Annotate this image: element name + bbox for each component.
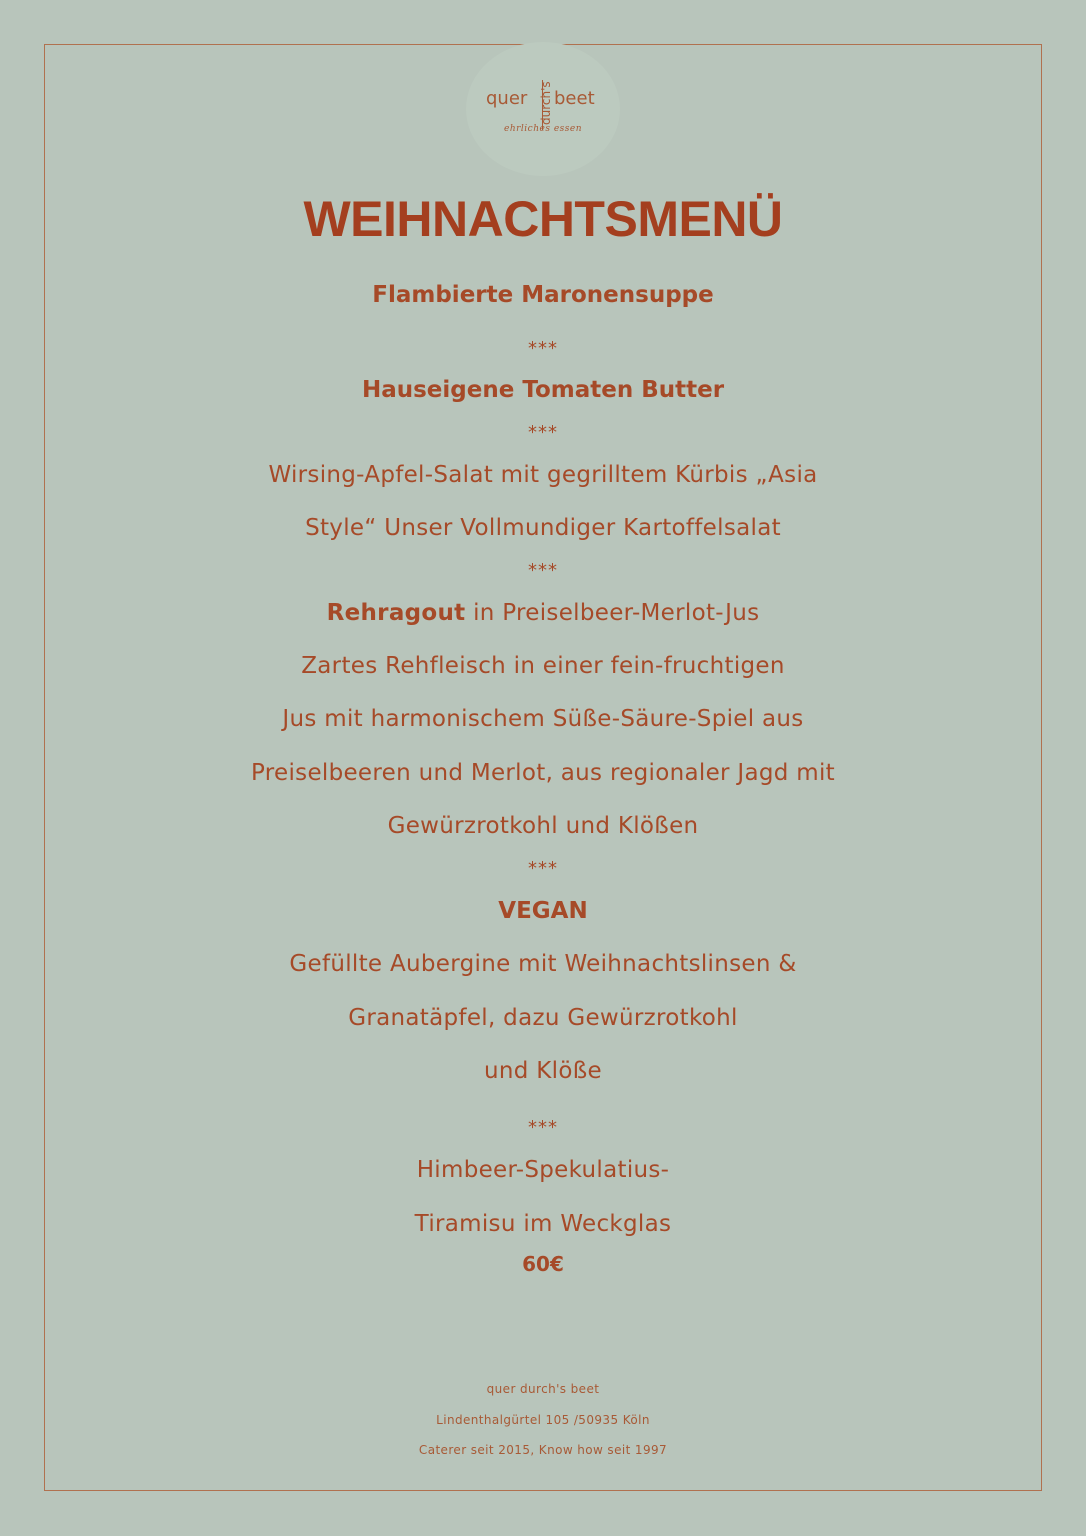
- separator: ***: [528, 560, 558, 581]
- course-butter: Hauseigene Tomaten Butter: [361, 377, 725, 403]
- logo-word-quer: quer: [486, 88, 528, 109]
- separator: ***: [528, 338, 558, 359]
- restaurant-logo: [466, 42, 620, 176]
- course-vegan-line-2: Granatäpfel, dazu Gewürzrotkohl: [348, 1005, 738, 1031]
- menu-title: WEIHNACHTSMENÜ: [303, 191, 783, 247]
- course-soup: Flambierte Maronensuppe: [372, 282, 714, 308]
- course-main-line-1: [0, 600, 1086, 626]
- course-main-line-3: Jus mit harmonischem Süße-Säure-Spiel aus: [282, 706, 804, 732]
- separator: ***: [528, 422, 558, 443]
- course-main-sauce: in Preiselbeer-Merlot-Jus: [465, 600, 760, 626]
- course-vegan-line-3: und Klöße: [484, 1058, 602, 1084]
- logo-word-beet: beet: [554, 88, 595, 109]
- course-dessert-line-2: Tiramisu im Weckglas: [414, 1211, 672, 1237]
- course-dessert-line-1: Himbeer-Spekulatius-: [416, 1157, 670, 1183]
- course-main-name: Rehragout: [326, 600, 466, 626]
- course-main-line-2: Zartes Rehfleisch in einer fein-fruchtigen: [301, 653, 785, 679]
- footer-name: quer durch's beet: [486, 1382, 600, 1396]
- course-vegan-line-1: Gefüllte Aubergine mit Weihnachtslinsen &: [289, 951, 797, 977]
- footer-since: Caterer seit 2015, Know how seit 1997: [418, 1443, 668, 1457]
- menu-price: 60€: [522, 1252, 564, 1276]
- separator: ***: [528, 1117, 558, 1138]
- course-salad-line-1: Wirsing-Apfel-Salat mit gegrilltem Kürbis „Asia: [268, 462, 818, 488]
- course-salad-line-2: Style“ Unser Vollmundiger Kartoffelsalat: [305, 515, 781, 541]
- footer-address: Lindenthalgürtel 105 /50935 Köln: [436, 1413, 650, 1427]
- separator: ***: [528, 858, 558, 879]
- logo-word-durchs: durch's: [539, 81, 553, 125]
- vegan-heading: VEGAN: [498, 898, 588, 924]
- logo-tagline: ehrliches essen: [504, 124, 583, 134]
- course-main-line-4: Preiselbeeren und Merlot, aus regionaler Jagd mit: [251, 760, 835, 786]
- course-main-line-5: Gewürzrotkohl und Klößen: [387, 813, 699, 839]
